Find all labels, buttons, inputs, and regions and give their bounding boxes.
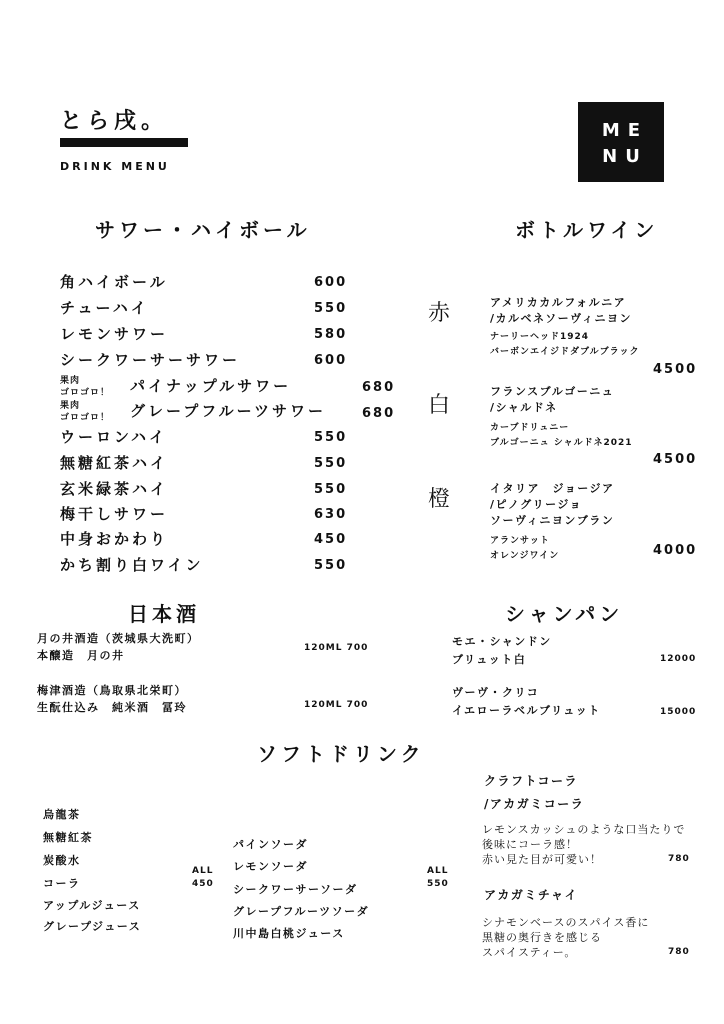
wine-label-orange: 橙 [428,487,451,512]
list-item: 角ハイボール [60,273,168,291]
menu-logo-line1: ME [601,120,649,141]
item-price: 550 [314,482,348,497]
list-item: シークワーサーサワー [60,351,241,369]
sake-line: 梅津酒造（鳥取県北栄町） [37,684,187,697]
wine-line: /シャルドネ [490,401,558,414]
craft-cola-name: /アカガミコーラ [484,797,585,811]
item-price: 600 [314,353,348,368]
list-item: レモンサワー [60,325,169,343]
wine-line: /ピノグリージョ [490,498,583,511]
list-item: 中身おかわり [60,530,169,548]
champagne-line: ヴーヴ・クリコ [452,686,540,699]
wine-line: カーブドリュニー [490,423,570,433]
wine-price: 4500 [653,362,698,377]
wine-line: ブルゴーニュ シャルドネ2021 [490,438,633,448]
soft-item: グレープフルーツソーダ [233,905,370,918]
sake-section-title: 日本酒 [128,602,200,626]
wine-line: フランスブルゴーニュ [490,385,615,398]
champagne-line: イエローラベルブリュット [452,704,601,717]
shop-name: とら戌。 [60,109,169,134]
item-price: 550 [314,558,348,573]
item-price: 600 [314,275,348,290]
drink-menu-subtitle: DRINK MENU [60,160,170,173]
list-item: グレープフルーツサワー [130,402,327,420]
chai-desc: 黒糖の奥行きを感じる [482,931,602,944]
soft-section-title: ソフトドリンク [257,742,425,766]
list-item: 梅干しサワー [60,505,169,523]
champagne-price: 15000 [660,707,697,717]
soft-item: コーラ [43,877,81,890]
sake-line: 本醸造 月の井 [37,649,125,662]
soft-item: アップルジュース [43,899,141,912]
soft-item: レモンソーダ [233,860,308,873]
soft-item: シークワーサーソーダ [233,883,358,896]
menu-logo-line2: NU [602,146,648,167]
item-price: 680 [362,406,396,421]
soft-item: 無糖紅茶 [43,831,93,844]
soft-price: 450 [192,879,214,889]
champagne-line: モエ・シャンドン [452,635,552,648]
soft-item: 烏龍茶 [43,808,81,821]
craft-cola-desc: レモンスカッシュのような口当たりで [482,823,686,836]
item-price: 550 [314,430,348,445]
item-price: 450 [314,532,348,547]
list-item: チューハイ [60,299,149,317]
item-price: 680 [362,380,396,395]
sake-price: 120ML 700 [304,643,369,653]
chai-desc: シナモンベースのスパイス香に [482,916,650,929]
chai-desc: スパイスティー。 [482,946,577,959]
soft-item: 川中島白桃ジュース [233,927,345,940]
wine-line: オレンジワイン [490,551,560,561]
wine-line: ソーヴィニヨンブラン [490,514,615,527]
wine-line: アランサット [490,536,550,546]
item-price: 550 [314,301,348,316]
list-item: かち割り白ワイン [60,556,204,574]
sake-line: 生酛仕込み 純米酒 冨玲 [37,701,187,714]
chai-price: 780 [668,947,690,957]
list-item: パイナップルサワー [130,377,292,395]
list-item: 玄米緑茶ハイ [60,480,169,498]
wine-section-title: ボトルワイン [515,218,659,242]
chai-name: アカガミチャイ [484,888,579,902]
craft-cola-desc: 赤い見た目が可愛い！ [482,853,602,866]
wine-line: イタリア ジョージア [490,482,615,495]
sake-line: 月の井酒造（茨城県大洗町） [37,632,200,645]
craft-cola-desc: 後味にコーラ感！ [482,838,578,851]
wine-line: アメリカカルフォルニア [490,296,627,309]
soft-item: グレープジュース [43,920,142,933]
soft-item: 炭酸水 [43,854,81,867]
wine-label-white: 白 [428,393,451,418]
wine-label-red: 赤 [428,301,451,326]
wine-price: 4500 [653,452,698,467]
list-item: 無糖紅茶ハイ [60,454,169,472]
wine-line: ナーリーヘッド1924 [490,332,590,342]
champagne-line: ブリュット白 [452,653,527,666]
item-price: 630 [314,507,348,522]
champagne-section-title: シャンパン [505,602,624,626]
soft-price-label: ALL [427,866,449,876]
soft-price: 550 [427,879,449,889]
item-price: 580 [314,327,348,342]
item-note: ゴロゴロ！ [60,413,111,423]
champagne-price: 12000 [660,654,697,664]
header-underline [60,138,188,147]
list-item: ウーロンハイ [60,428,167,446]
soft-item: パインソーダ [233,838,308,851]
craft-cola-price: 780 [668,854,690,864]
sour-section-title: サワー・ハイボール [95,218,311,242]
wine-line: バーボンエイジドダブルブラック [490,347,640,357]
wine-line: /カルベネソーヴィニヨン [490,312,633,325]
craft-cola-name: クラフトコーラ [484,774,579,788]
item-note: ゴロゴロ！ [60,388,111,398]
item-note: 果肉 [60,401,81,411]
soft-price-label: ALL [192,866,214,876]
menu-logo [578,102,664,182]
wine-price: 4000 [653,543,698,558]
item-price: 550 [314,456,348,471]
item-note: 果肉 [60,376,81,386]
sake-price: 120ML 700 [304,700,369,710]
